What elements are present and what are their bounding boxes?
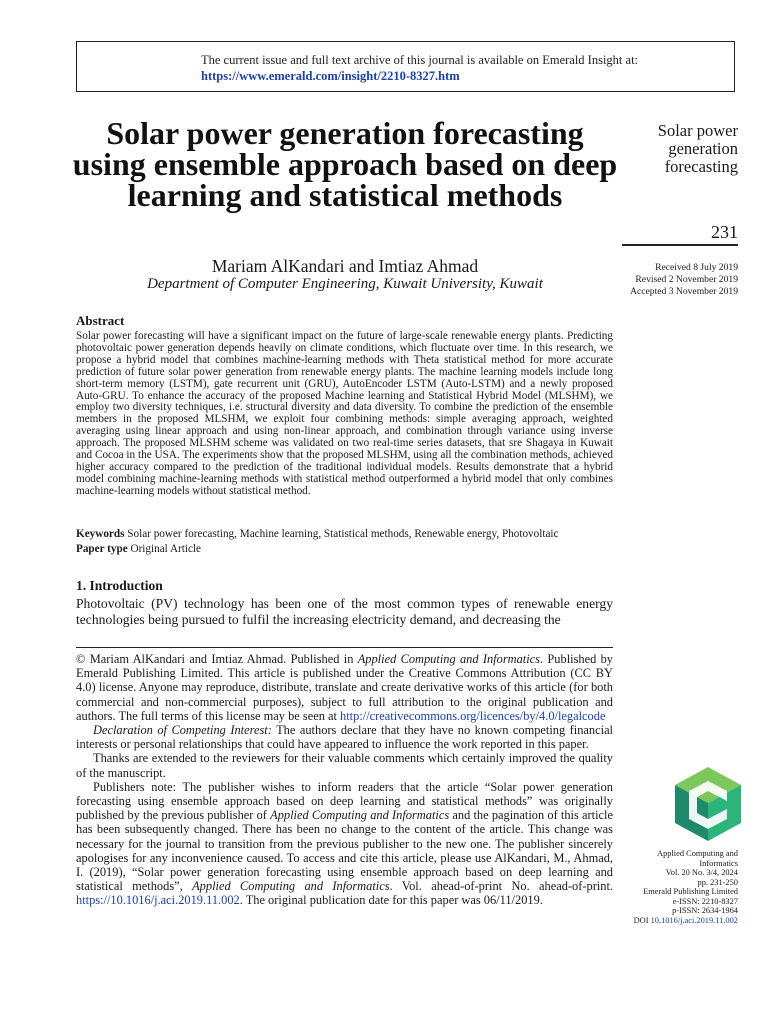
footnote [76,652,613,908]
competing-interest-paragraph [76,723,613,751]
abstract-text: Solar power forecasting will have a significant impact on the future of large-scale renewable energy plants. Predicting photovoltaic power generation depends heavily on climate conditions, which fluctuate over time. In this research, we propose a hybrid model that combines machine-learning methods with Theta statistical method for more accurate prediction of future solar power generation from renewable energy plants. The machine learning models include long short-term memory (LSTM), gate recurrent unit (GRU), AutoEncoder LSTM (Auto-LSTM) and a newly proposed Auto-GRU. To enhance the accuracy of the proposed Machine learning and Statistical Hybrid Model (MLSHM), we employ two diversity techniques, i.e. structural diversity and data diversity. To combine the prediction of the ensemble members in the proposed MLSHM, we exploit four combining methods: simple averaging approach, weighted averaging using linear approach and using non-linear approach, and combination through variance using inverse approach. The proposed MLSHM scheme was validated on two real-time series datasets, that sre Shagaya in Kuwait and Cocoa in the USA. The experiments show that the proposed MLSHM, using all the combination methods, achieved higher accuracy compared to the prediction of the traditional individual models. Results demonstrate that a hybrid model combining machine-learning methods with statistical method outperformed a hybrid model that only combines machine-learning models without statistical method. [76,330,613,497]
article-authors: Mariam AlKandari and Imtiaz Ahmad [211,256,479,276]
journal-pissn: p-ISSN: 2634-1964 [672,906,738,915]
publisher-note-paragraph [76,780,613,908]
thanks-paragraph: Thanks are extended to the reviewers for their valuable comments which certainly improved the quality of the manuscript. [76,751,613,780]
paper-type-label: Paper type [76,543,128,555]
note-text-a: Publishers note: The publisher wishes to inform readers that the article “Solar power generation forecasting using ensemble approach based on deep learning and statistical methods” was originally published by the previous publisher of [76,779,613,823]
license-link[interactable]: http://creativecommons.org/licences/by/4.0/legalcode [340,708,606,723]
keywords-list: Solar power forecasting, Machine learning, Statistical methods, Renewable energy, Photovoltaic [127,528,559,540]
journal-pages: pp. 231-250 [697,877,738,887]
access-notice-box [76,41,735,92]
revised-date: Revised 2 November 2019 [635,274,738,285]
doi-link[interactable]: https://10.1016/j.aci.2019.11.002 [76,893,240,908]
page-number: 231 [711,222,738,242]
keywords [76,527,616,541]
journal-logo-icon [675,767,741,841]
license-text-a: © Mariam AlKandari and Imtiaz Ahmad. Published in [76,652,358,666]
abstract-heading: Abstract [76,313,125,328]
introduction-heading: 1. Introduction [76,578,163,593]
received-date: Received 8 July 2019 [655,262,738,273]
journal-doi [622,916,738,926]
coi-text: The authors declare that they have no known competing financial interests or personal relationships that could have appeared to influence the work reported in this paper. [76,723,614,752]
journal-eissn: e-ISSN: 2210-8327 [672,896,738,906]
license-text-b: . Published by Emerald Publishing Limited. This article is published under the Creative Commons Attribution (CC BY 4.0) license. Anyone may reproduce, distribute, translate and create derivative works of this article (for both commercial and non-commercial purposes), subject to full attribution to the original publication and authors. The full terms of this license may be seen at [76,652,613,723]
side-rule [622,244,738,246]
note-text-c: . Vol. ahead-of-print No. ahead-of-print. [389,879,614,894]
running-title: Solar power generation forecasting [657,121,738,176]
footnote-rule [76,647,613,648]
article-affiliation: Department of Computer Engineering, Kuwait University, Kuwait [147,276,543,292]
article-title: Solar power generation forecasting using ensemble approach based on deep learning and statistical methods [72,115,618,213]
journal-publisher: Emerald Publishing Limited [643,887,738,896]
paper-type-value: Original Article [130,543,202,555]
note-text-d: . The original publication date for this paper was 06/11/2019. [239,893,543,908]
journal-volume: Vol. 20 No. 3/4, 2024 [665,868,738,877]
journal-archive-link[interactable]: https://www.emerald.com/insight/2210-8327.htm [201,69,460,83]
note-journal-name: Applied Computing and Informatics [270,808,450,823]
keywords-label: Keywords [76,528,125,540]
license-paragraph [76,652,613,723]
paper-type [76,542,616,556]
history-dates [600,262,738,298]
journal-info [622,849,738,925]
note-text-b: and the pagination of this article has been subsequently changed. There has been no change to the content of the article. This change was necessary for the journal to transition from the previous publisher to the new one. The publisher sincerely apologises for any inconvenience caused. To access and cite this article, please use AlKandari, M., Ahmad, I. (2019), “Solar power generation forecasting using ensemble approach based on deep learning and statistical methods”, [76,808,613,894]
coi-label: Declaration of Competing Interest: [93,723,272,738]
note-journal-name-2: Applied Computing and Informatics [192,879,390,894]
access-notice-text: The current issue and full text archive of this journal is available on Emerald Insight at: [201,53,639,67]
journal-name: Applied Computing and Informatics [657,849,738,868]
doi-label: DOI [633,915,649,925]
journal-doi-link[interactable]: 10.1016/j.aci.2019.11.002 [650,915,738,925]
license-journal-name: Applied Computing and Informatics [357,652,540,666]
introduction-text: Photovoltaic (PV) technology has been one of the most common types of renewable energy technologies being pursued to fulfil the increasing electricity demand, and decreasing the [76,596,613,627]
accepted-date: Accepted 3 November 2019 [630,286,738,297]
